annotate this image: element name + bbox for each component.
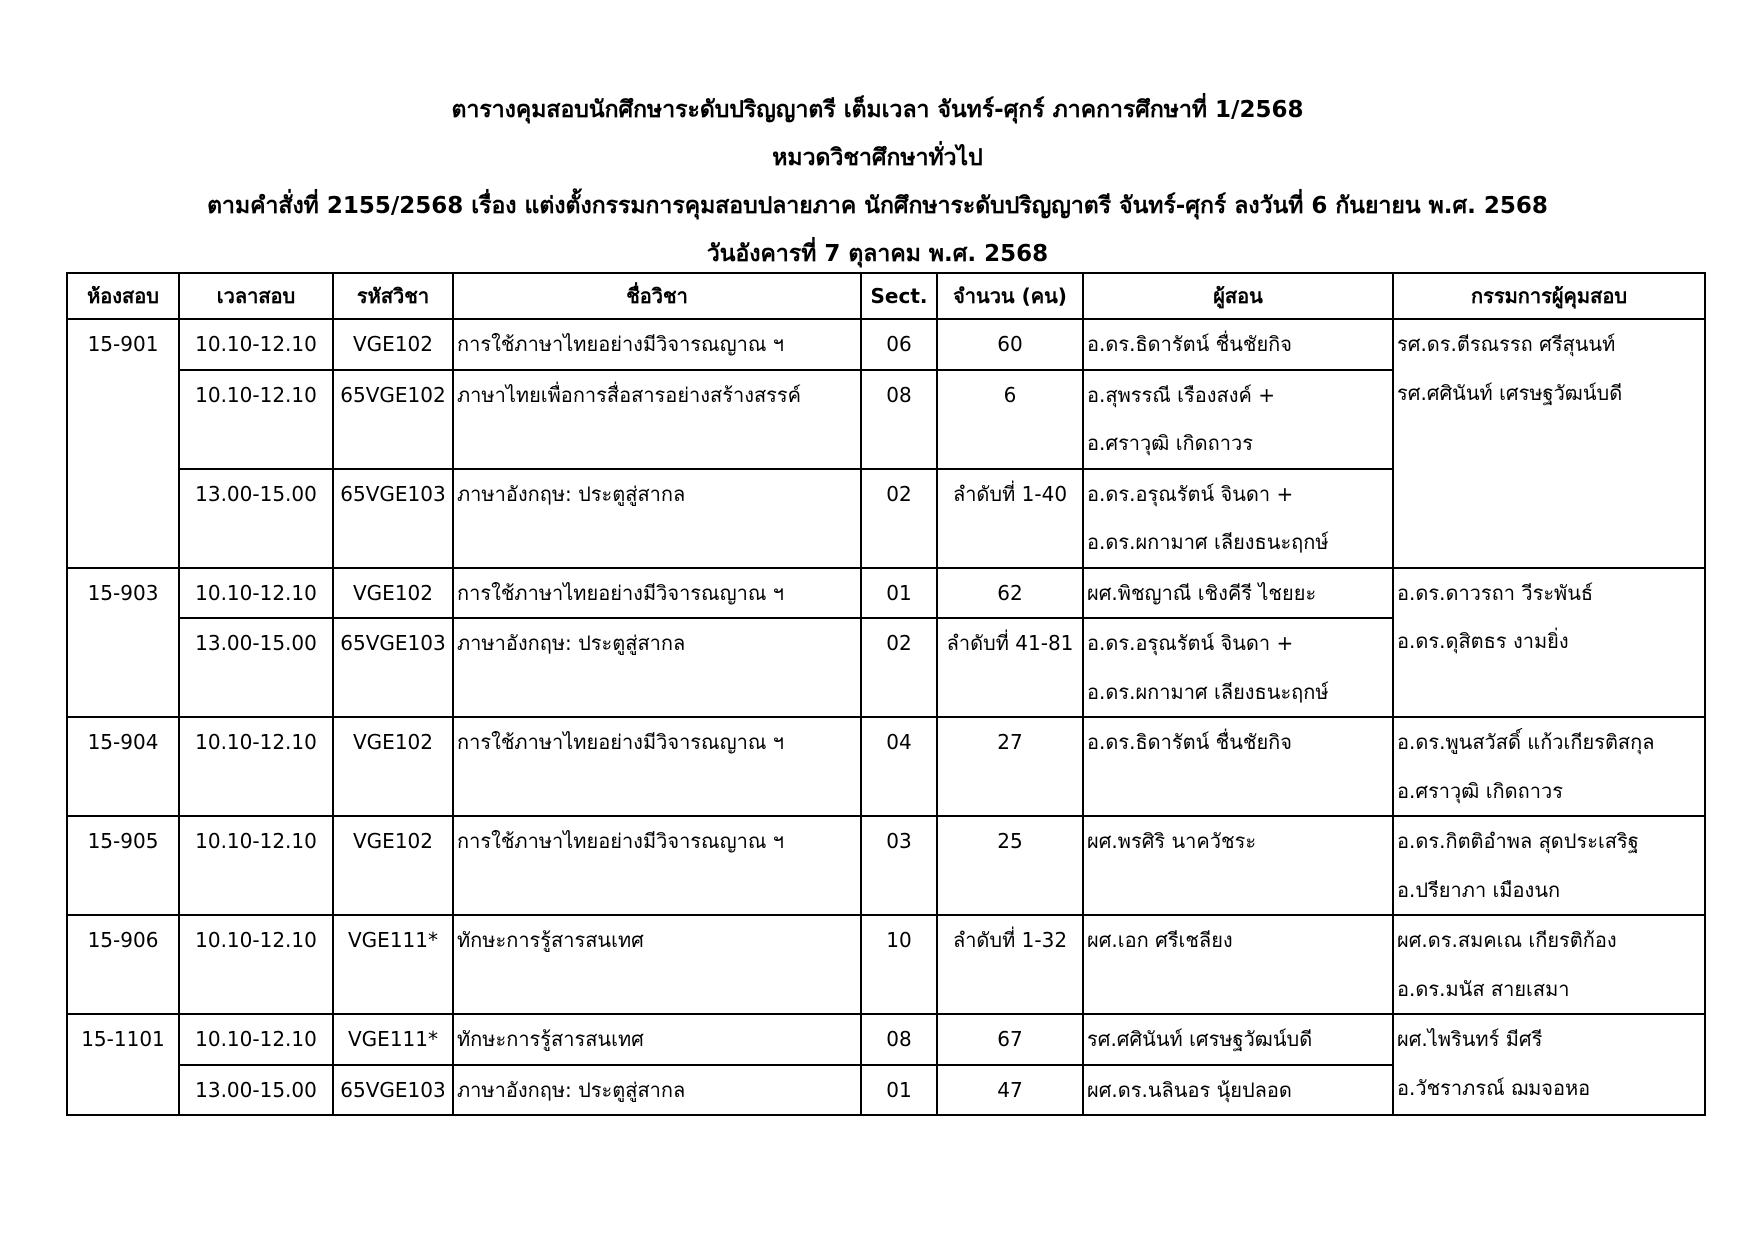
section-cell-text: 03	[886, 829, 912, 853]
proctor-cell	[1393, 1014, 1705, 1115]
instructor-cell	[1083, 816, 1393, 915]
proctor-cell-text: อ.ดร.พูนสวัสดิ์ แก้วเกียรติสกุล	[1397, 730, 1655, 754]
count-cell-text: 25	[997, 829, 1023, 853]
subject-cell	[453, 915, 861, 1014]
subject-cell	[453, 1065, 861, 1116]
time-cell-text: 10.10-12.10	[195, 382, 317, 407]
section-cell	[861, 1014, 937, 1065]
code-cell-text: VGE102	[353, 332, 433, 356]
instructor-cell-text: ผศ.พิชญาณี เชิงคีรี ไชยยะ	[1087, 580, 1317, 605]
time-cell-text: 13.00-15.00	[195, 1077, 317, 1102]
count-cell-text: ลำดับที่ 41-81	[946, 631, 1074, 655]
section-cell	[861, 717, 937, 816]
count-cell-text: 27	[997, 730, 1023, 754]
column-header-count: จำนวน (คน)	[937, 273, 1083, 319]
section-cell-text: 01	[886, 580, 912, 605]
instructor-cell	[1083, 370, 1393, 469]
count-cell	[937, 568, 1083, 619]
count-cell-text: 67	[997, 1027, 1023, 1051]
time-cell	[179, 568, 333, 619]
proctor-cell-text: ผศ.ไพรินทร์ มีศรี	[1397, 1027, 1543, 1051]
code-cell-text: 65VGE103	[340, 1077, 446, 1102]
section-cell-text: 02	[886, 481, 912, 506]
section-cell-text: 01	[886, 1077, 912, 1102]
instructor-cell-text: อ.ดร.อรุณรัตน์ จินดา +	[1087, 631, 1294, 655]
table-row	[67, 816, 1705, 915]
proctor-cell	[1393, 568, 1705, 718]
instructor-cell	[1083, 1014, 1393, 1065]
proctor-cell	[1393, 717, 1705, 816]
document-header	[0, 86, 1755, 278]
document-subtitle: หมวดวิชาศึกษาทั่วไป	[772, 145, 983, 171]
proctor-cell-text: อ.ดร.มนัส สายเสมา	[1397, 976, 1570, 1001]
column-header-subject: ชื่อวิชา	[453, 273, 861, 319]
subject-cell-text: การใช้ภาษาไทยอย่างมีวิจารณญาณ ฯ	[457, 580, 785, 605]
subject-cell-text: การใช้ภาษาไทยอย่างมีวิจารณญาณ ฯ	[457, 332, 785, 356]
proctor-cell-text: รศ.ดร.ตีรณรรถ ศรีสุนนท์	[1397, 332, 1616, 356]
subject-cell	[453, 568, 861, 619]
table-row	[67, 319, 1705, 370]
proctor-cell-text: อ.ดร.ดุสิตธร งามยิ่ง	[1397, 629, 1569, 653]
subject-cell-text: การใช้ภาษาไทยอย่างมีวิจารณญาณ ฯ	[457, 730, 785, 754]
room-cell-text: 15-901	[87, 332, 159, 356]
instructor-cell-text: อ.ศราวุฒิ เกิดถาวร	[1087, 431, 1253, 455]
instructor-cell-text: อ.สุพรรณี เรืองสงค์ +	[1087, 382, 1275, 407]
instructor-cell	[1083, 915, 1393, 1014]
time-cell	[179, 717, 333, 816]
table-row	[67, 717, 1705, 816]
section-cell	[861, 618, 937, 717]
subject-cell-text: ทักษะการรู้สารสนเทศ	[457, 928, 644, 952]
instructor-cell-text: อ.ดร.ผกามาศ เลียงธนะฤกษ์	[1087, 530, 1329, 554]
proctor-cell-text: รศ.ศศินันท์ เศรษฐวัฒน์บดี	[1397, 380, 1623, 405]
code-cell	[333, 319, 453, 370]
exam-schedule-table	[66, 272, 1706, 1116]
time-cell-text: 10.10-12.10	[195, 332, 317, 356]
room-cell	[67, 1014, 179, 1115]
section-cell-text: 08	[886, 382, 912, 407]
code-cell	[333, 816, 453, 915]
column-header-section: Sect.	[861, 273, 937, 319]
count-cell	[937, 370, 1083, 469]
section-cell	[861, 469, 937, 568]
instructor-cell-text: อ.ดร.ธิดารัตน์ ชื่นชัยกิจ	[1087, 332, 1293, 356]
time-cell	[179, 816, 333, 915]
time-cell	[179, 319, 333, 370]
code-cell-text: 65VGE103	[340, 481, 446, 506]
room-cell-text: 15-906	[87, 928, 159, 952]
count-cell	[937, 618, 1083, 717]
count-cell	[937, 915, 1083, 1014]
code-cell-text: VGE102	[353, 829, 433, 853]
time-cell-text: 10.10-12.10	[195, 1027, 317, 1051]
table-row	[67, 915, 1705, 1014]
table-body	[67, 319, 1705, 1115]
instructor-cell	[1083, 717, 1393, 816]
subject-cell-text: ทักษะการรู้สารสนเทศ	[457, 1027, 644, 1051]
code-cell-text: VGE102	[353, 580, 433, 605]
column-header-code: รหัสวิชา	[333, 273, 453, 319]
proctor-cell-text: ผศ.ดร.สมคเณ เกียรติก้อง	[1397, 928, 1617, 952]
proctor-cell	[1393, 816, 1705, 915]
section-cell	[861, 915, 937, 1014]
instructor-cell-text: อ.ดร.ธิดารัตน์ ชื่นชัยกิจ	[1087, 730, 1293, 754]
proctor-cell-text: อ.ปรียาภา เมืองนก	[1397, 877, 1561, 902]
code-cell-text: VGE111*	[348, 1027, 438, 1051]
instructor-cell	[1083, 319, 1393, 370]
time-cell-text: 10.10-12.10	[195, 730, 317, 754]
column-header-proctors: กรรมการผู้คุมสอบ	[1393, 273, 1705, 319]
time-cell-text: 13.00-15.00	[195, 481, 317, 506]
proctor-cell	[1393, 319, 1705, 568]
room-cell	[67, 915, 179, 1014]
subject-cell-text: การใช้ภาษาไทยอย่างมีวิจารณญาณ ฯ	[457, 829, 785, 853]
count-cell	[937, 816, 1083, 915]
time-cell	[179, 915, 333, 1014]
section-cell	[861, 568, 937, 619]
subject-cell-text: ภาษาอังกฤษ: ประตูสู่สากล	[457, 1077, 686, 1102]
code-cell	[333, 618, 453, 717]
proctor-cell	[1393, 915, 1705, 1014]
column-header-time: เวลาสอบ	[179, 273, 333, 319]
section-cell	[861, 1065, 937, 1116]
code-cell	[333, 370, 453, 469]
instructor-cell-text: อ.ดร.ผกามาศ เลียงธนะฤกษ์	[1087, 679, 1329, 704]
code-cell-text: 65VGE103	[340, 631, 446, 655]
code-cell-text: VGE111*	[348, 928, 438, 952]
section-cell-text: 08	[886, 1027, 912, 1051]
section-cell	[861, 816, 937, 915]
section-cell-text: 02	[886, 631, 912, 655]
count-cell-text: 60	[997, 332, 1023, 356]
instructor-cell	[1083, 618, 1393, 717]
subject-cell	[453, 1014, 861, 1065]
count-cell-text: 6	[1003, 382, 1017, 407]
time-cell	[179, 618, 333, 717]
count-cell	[937, 717, 1083, 816]
count-cell	[937, 469, 1083, 568]
count-cell-text: ลำดับที่ 1-32	[952, 928, 1068, 952]
subject-cell	[453, 816, 861, 915]
proctor-cell-text: อ.ดร.ดาวรถา วีระพันธ์	[1397, 580, 1594, 605]
subject-cell-text: ภาษาอังกฤษ: ประตูสู่สากล	[457, 481, 686, 506]
proctor-cell-text: อ.ดร.กิตติอำพล สุดประเสริฐ	[1397, 829, 1639, 853]
proctor-cell-text: อ.ศราวุฒิ เกิดถาวร	[1397, 778, 1563, 803]
code-cell	[333, 568, 453, 619]
instructor-cell-text: ผศ.ดร.นลินอร นุ้ยปลอด	[1087, 1077, 1292, 1102]
time-cell	[179, 469, 333, 568]
instructor-cell	[1083, 568, 1393, 619]
subject-cell	[453, 319, 861, 370]
subject-cell-text: ภาษาอังกฤษ: ประตูสู่สากล	[457, 631, 686, 655]
count-cell	[937, 1065, 1083, 1116]
section-cell	[861, 370, 937, 469]
room-cell-text: 15-903	[87, 580, 159, 605]
document-title: ตารางคุมสอบนักศึกษาระดับปริญญาตรี เต็มเวลา จันทร์-ศุกร์ ภาคการศึกษาที่ 1/2568	[451, 97, 1304, 123]
time-cell	[179, 370, 333, 469]
subject-cell	[453, 370, 861, 469]
instructor-cell	[1083, 469, 1393, 568]
code-cell	[333, 469, 453, 568]
instructor-cell-text: ผศ.พรศิริ นาควัชระ	[1087, 829, 1257, 853]
code-cell	[333, 717, 453, 816]
instructor-cell-text: อ.ดร.อรุณรัตน์ จินดา +	[1087, 481, 1294, 506]
room-cell-text: 15-905	[87, 829, 159, 853]
section-cell-text: 06	[886, 332, 912, 356]
section-cell-text: 04	[886, 730, 912, 754]
code-cell	[333, 1065, 453, 1116]
section-cell	[861, 319, 937, 370]
room-cell	[67, 319, 179, 568]
subject-cell-text: ภาษาไทยเพื่อการสื่อสารอย่างสร้างสรรค์	[457, 382, 802, 407]
table-row	[67, 1014, 1705, 1065]
order-reference: ตามคำสั่งที่ 2155/2568 เรื่อง แต่งตั้งกรรมการคุมสอบปลายภาค นักศึกษาระดับปริญญาตรี จันทร์-ศุกร์ ลงวันที่ 6 กันยายน พ.ศ. 2568	[207, 193, 1548, 219]
subject-cell	[453, 618, 861, 717]
proctor-cell-text: อ.วัชราภรณ์ ฌมจอหอ	[1397, 1075, 1591, 1100]
count-cell	[937, 319, 1083, 370]
room-cell-text: 15-1101	[81, 1027, 165, 1051]
code-cell-text: 65VGE102	[340, 382, 446, 407]
time-cell-text: 10.10-12.10	[195, 580, 317, 605]
time-cell-text: 10.10-12.10	[195, 928, 317, 952]
subject-cell	[453, 469, 861, 568]
code-cell	[333, 1014, 453, 1065]
column-header-instructor: ผู้สอน	[1083, 273, 1393, 319]
room-cell-text: 15-904	[87, 730, 159, 754]
code-cell-text: VGE102	[353, 730, 433, 754]
time-cell-text: 13.00-15.00	[195, 631, 317, 655]
count-cell-text: 47	[997, 1077, 1023, 1102]
time-cell-text: 10.10-12.10	[195, 829, 317, 853]
section-cell-text: 10	[886, 928, 912, 952]
subject-cell	[453, 717, 861, 816]
room-cell	[67, 816, 179, 915]
header-row	[67, 273, 1705, 319]
instructor-cell-text: รศ.ศศินันท์ เศรษฐวัฒน์บดี	[1087, 1027, 1313, 1051]
time-cell	[179, 1065, 333, 1116]
instructor-cell	[1083, 1065, 1393, 1116]
count-cell	[937, 1014, 1083, 1065]
count-cell-text: 62	[997, 580, 1023, 605]
exam-date: วันอังคารที่ 7 ตุลาคม พ.ศ. 2568	[706, 241, 1049, 267]
table-row	[67, 568, 1705, 619]
code-cell	[333, 915, 453, 1014]
room-cell	[67, 568, 179, 718]
room-cell	[67, 717, 179, 816]
instructor-cell-text: ผศ.เอก ศรีเชลียง	[1087, 928, 1233, 952]
count-cell-text: ลำดับที่ 1-40	[952, 481, 1068, 506]
column-header-room: ห้องสอบ	[67, 273, 179, 319]
time-cell	[179, 1014, 333, 1065]
